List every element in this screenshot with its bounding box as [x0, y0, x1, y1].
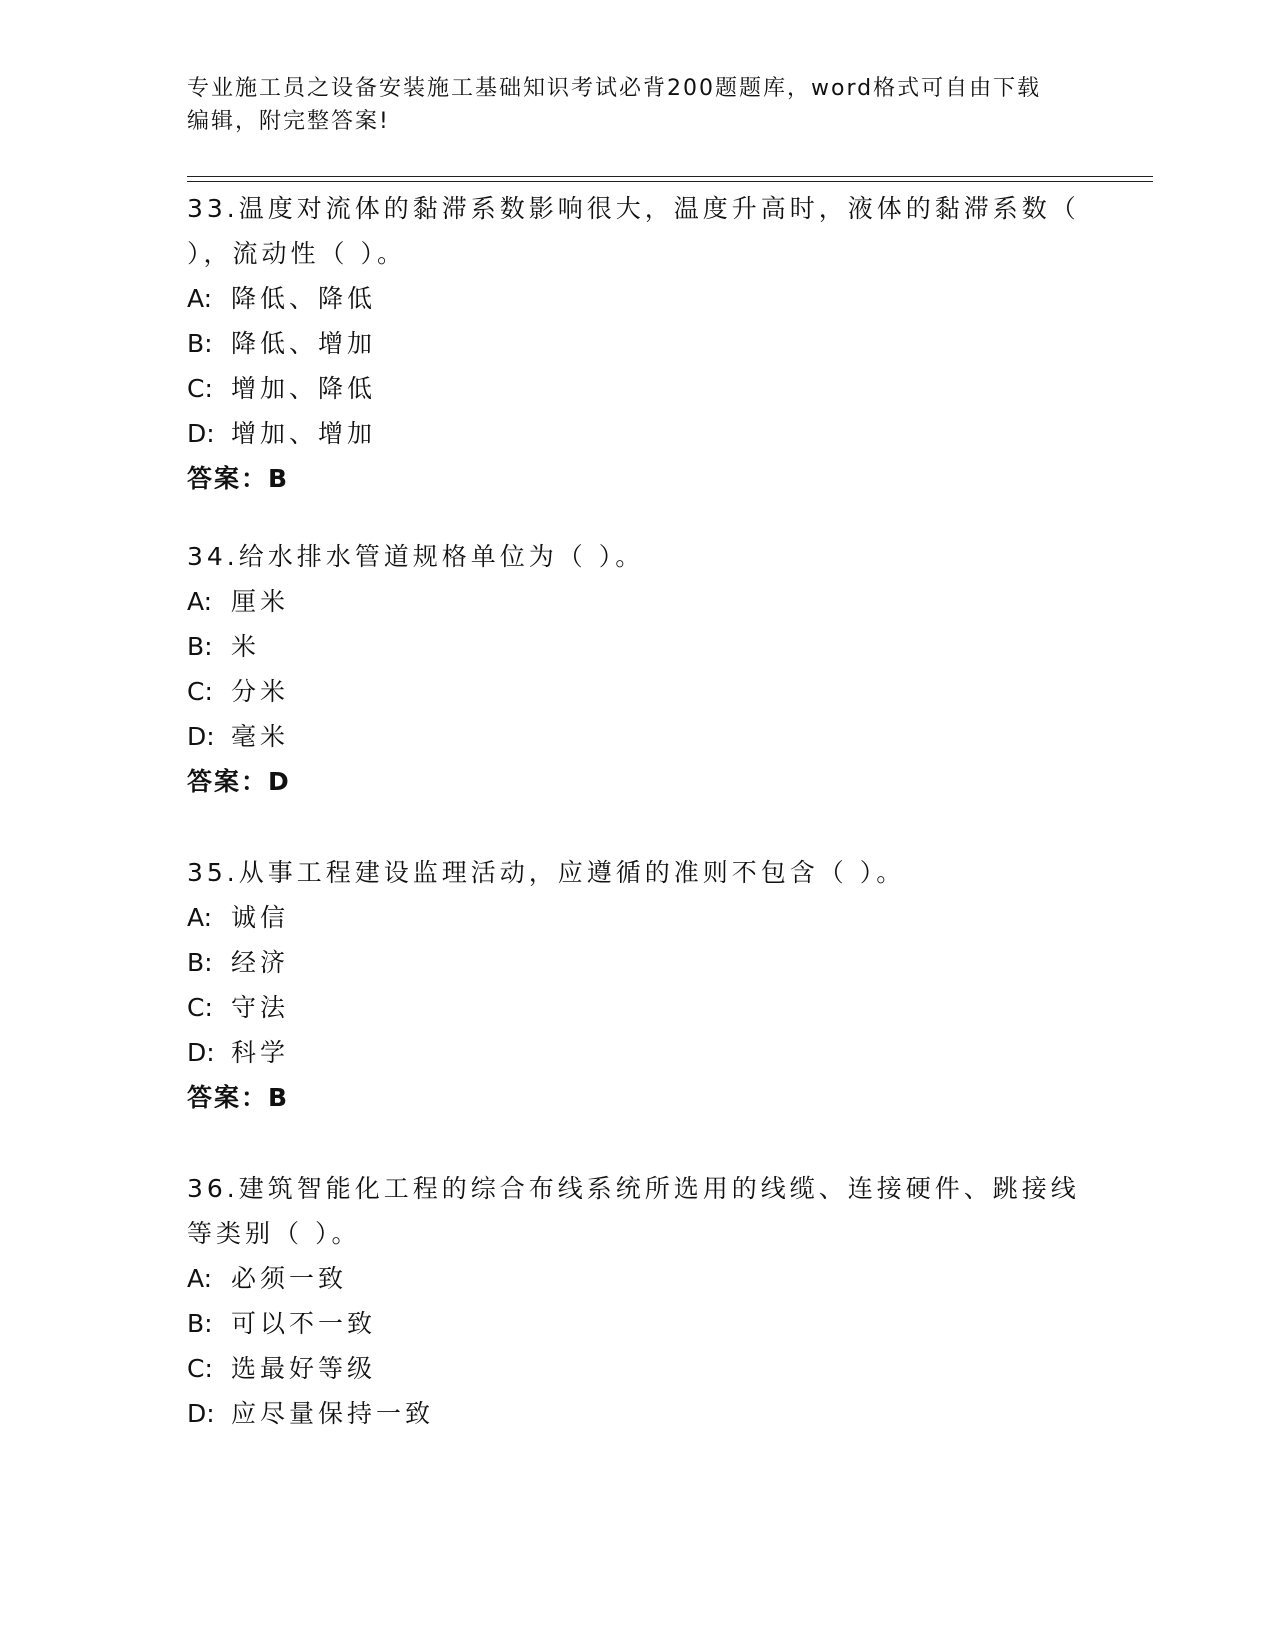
header-line-2: 编辑，附完整答案!	[187, 109, 390, 134]
option-d: D: 增加、增加	[187, 419, 377, 448]
question-stem-line: 34.给水排水管道规格单位为（ ）。	[187, 542, 645, 571]
option-b: B: 米	[187, 632, 261, 661]
question-36	[187, 1166, 1087, 1436]
option-c: C: 选最好等级	[187, 1354, 377, 1383]
option-d: D: 毫米	[187, 722, 290, 751]
question-stem-line: 33.温度对流体的黏滞系数影响很大，温度升高时，液体的黏滞系数（	[187, 194, 1080, 223]
answer-line: 答案：B	[187, 1083, 290, 1112]
option-b: B: 降低、增加	[187, 329, 377, 358]
answer-line: 答案：D	[187, 767, 291, 796]
option-c: C: 增加、降低	[187, 374, 377, 403]
header-divider-top	[187, 176, 1153, 177]
header-divider-bottom	[187, 181, 1153, 182]
question-stem-line: 等类别（ ）。	[187, 1219, 361, 1248]
option-a: A: 必须一致	[187, 1264, 348, 1293]
option-a: A: 厘米	[187, 587, 290, 616]
question-35	[187, 850, 1087, 1120]
option-a: A: 降低、降低	[187, 284, 377, 313]
option-a: A: 诚信	[187, 903, 290, 932]
question-34	[187, 534, 1087, 804]
question-33	[187, 186, 1087, 501]
document-header	[187, 72, 1087, 138]
option-d: D: 应尽量保持一致	[187, 1399, 435, 1428]
option-b: B: 经济	[187, 948, 290, 977]
option-b: B: 可以不一致	[187, 1309, 377, 1338]
question-stem-line: ），流动性（ ）。	[187, 239, 406, 268]
option-c: C: 分米	[187, 677, 290, 706]
question-stem-line: 36.建筑智能化工程的综合布线系统所选用的线缆、连接硬件、跳接线	[187, 1174, 1080, 1203]
option-d: D: 科学	[187, 1038, 290, 1067]
header-line-1: 专业施工员之设备安装施工基础知识考试必背200题题库，word格式可自由下载	[187, 76, 1042, 101]
question-stem-line: 35.从事工程建设监理活动，应遵循的准则不包含（ ）。	[187, 858, 906, 887]
answer-line: 答案：B	[187, 464, 290, 493]
option-c: C: 守法	[187, 993, 290, 1022]
